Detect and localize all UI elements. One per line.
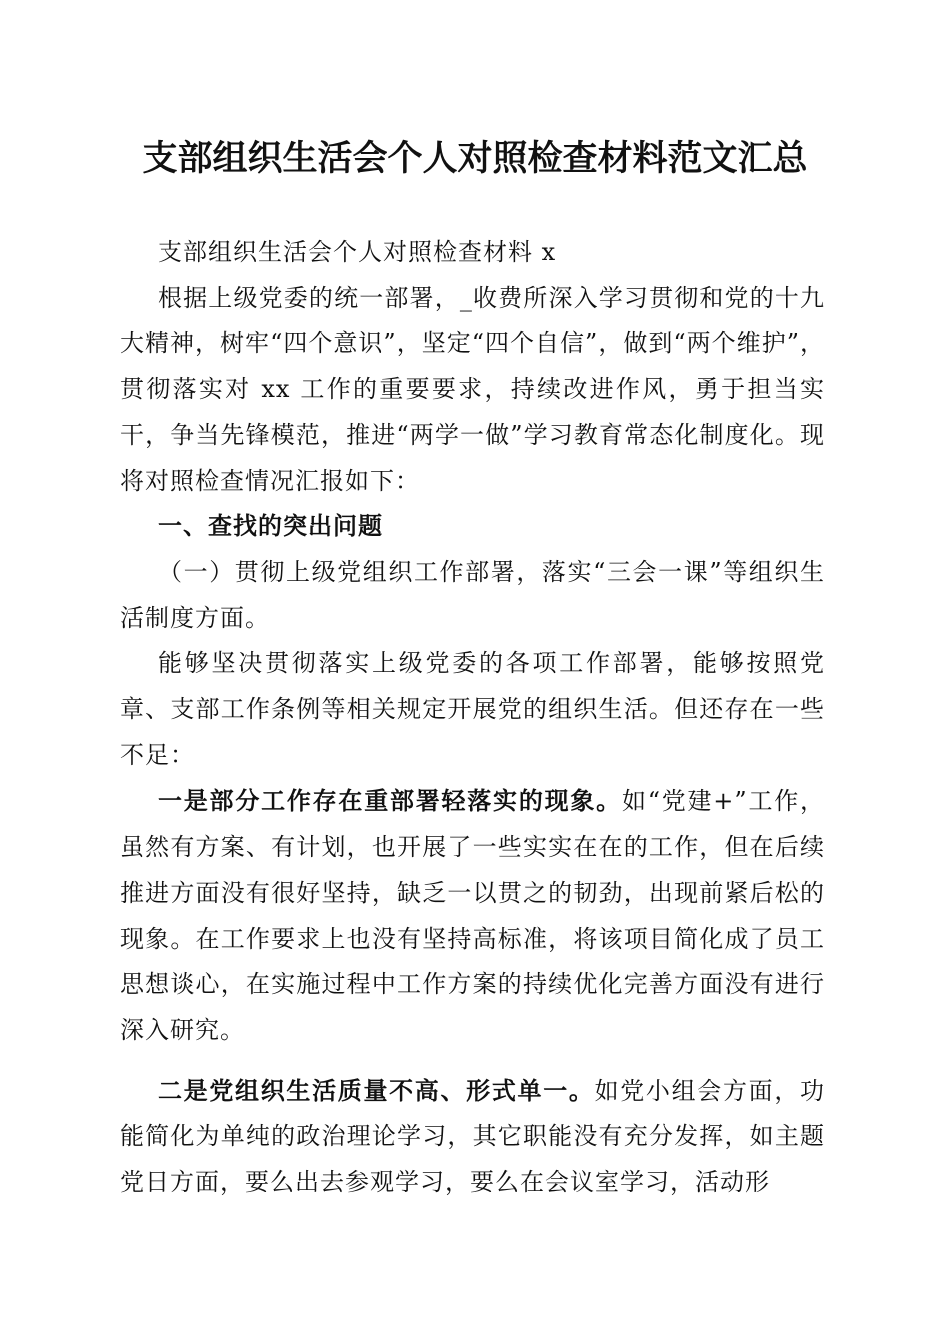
point-two-text: 如党小组会方面，功能简化为单纯的政治理论学习，其它职能没有充分发挥，如主题党日方面，要么出去参观学习，要么在会议室学习，活动形 (120, 1076, 826, 1197)
section-heading: 一、查找的突出问题 (158, 512, 383, 541)
paragraph-overview: 能够坚决贯彻落实上级党委的各项工作部署，能够按照党章、支部工作条例等相关规定开展党的组织生活。但还存在一些不足： (120, 649, 825, 769)
paragraph-point-one (120, 778, 825, 1053)
point-one-text: 如“党建+”工作，虽然有方案、有计划，也开展了一些实实在在的工作，但在后续推进方面没有很好坚持，缺乏一以贯之的韧劲，出现前紧后松的现象。在工作要求上也没有坚持高标准，将该项目简化成了员工思想谈心，在实施过程中工作方案的持续优化完善方面没有进行深入研究。 (120, 787, 826, 1044)
point-two-lead: 二是党组织生活质量不高、形式单一。 (158, 1075, 595, 1105)
document-body (120, 230, 825, 1206)
paragraph-point-two (120, 1068, 825, 1206)
paragraph-intro: 根据上级党委的统一部署，_收费所深入学习贯彻和党的十九大精神，树牢“四个意识”，坚定“四个自信”，做到“两个维护”，贯彻落实对 xx 工作的重要要求，持续改进作风，勇于担当实干，争当先锋模范，推进“两学一做”学习教育常态化制度化。现将对照检查情况汇报如下： (120, 283, 825, 495)
document-title: 支部组织生活会个人对照检查材料范文汇总 (142, 139, 808, 179)
paragraph-subtitle: 支部组织生活会个人对照检查材料 x (158, 238, 557, 266)
subsection-heading: （一）贯彻上级党组织工作部署，落实“三会一课”等组织生活制度方面。 (120, 557, 825, 632)
point-one-lead: 一是部分工作存在重部署轻落实的现象。 (158, 786, 622, 816)
